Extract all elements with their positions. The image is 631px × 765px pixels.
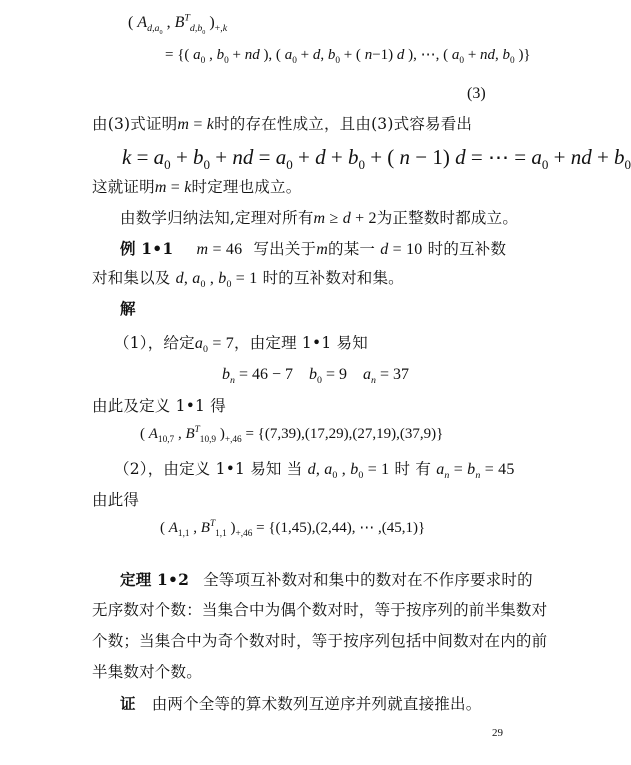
step2-a: （2），由定义 1•1 易知 当 [114, 460, 303, 478]
step-1: （1），给定$a_0 = 7$，由定理 1•1 易知 [114, 334, 368, 356]
step2-b: 时 有 [394, 460, 432, 478]
proof-line [120, 696, 481, 713]
equation-set-10: ( $A_{10,7}$ , $B^T_{10,9}$ )$_{+,46} = \{(7,39),(17,29),(27,19),(37,9)\}$ [140, 425, 444, 445]
example-line2-post: 时的互补数对和集。 [262, 269, 404, 287]
example-heading: 例 1•1 [120, 239, 174, 258]
hence: 由此得 [92, 491, 140, 509]
para-holds-pre: 这就证明 [92, 178, 155, 196]
equation-k: $k = a_0 + b_0$ + nd = $a_0 + d + b_0$ + ( n − 1) d = ⋯ = $a_0$ + nd + $b_0$ [122, 145, 631, 173]
equation-set-1: ( $A_{1,1}$ , $B^T_{1,1}$ )$_{+,46} = \{(1,45),(2,44)$, ⋯ ,(45,1)} [160, 519, 426, 539]
step1-pre: （1），给定 [114, 334, 195, 352]
solution-heading: 解 [120, 299, 136, 318]
step-2: （2），由定义 1•1 易知 当 d, $a_0$ , $b_0 = 1$ 时 有 $a_n = b_n = 45$ [114, 460, 515, 482]
equation-3-lhs: ( $A_{d,a_0}$ , $B^T_{d,b_0}$ )$_{+,k}$ [128, 12, 228, 37]
theorem-line-4: 半集数对个数。 [92, 663, 202, 681]
theorem-line-1 [120, 572, 533, 589]
example-text-c: 时的互补数 [427, 240, 507, 258]
para-proof-m-eq-k: 由(3)式证明m = k时的存在性成立，且由(3)式容易看出 [92, 115, 473, 133]
para-holds-post: 时定理也成立。 [191, 178, 302, 196]
proof-heading: 证 [120, 694, 136, 713]
para-theorem-holds: 这就证明m = k时定理也成立。 [92, 178, 302, 196]
theorem-heading: 定理 1•2 [120, 570, 190, 589]
example-text-a: 写出关于 [253, 240, 317, 258]
page-number: 29 [492, 727, 503, 739]
step1-post: ，由定理 1•1 易知 [234, 334, 368, 352]
equation-3-label: (3) [467, 85, 486, 102]
theorem-line1-text: 全等项互补数对和集中的数对在不作序要求时的 [203, 571, 533, 589]
equation-bn: $b_n = 46 - 7$ $b_0 = 9$ $a_n = 37$ [222, 366, 409, 387]
equation-3-rhs: = {( $a_0$ , $b_0$ + nd ), ( $a_0 + d$, $b_0$ + ( n−1) d ), ⋯, ( $a_0$ + nd, $b_0$ )} [165, 47, 531, 66]
example-line-2: 对和集以及 d, $a_0$ , $b_0 = 1$ 时的互补数对和集。 [92, 269, 404, 291]
example-line2-pre: 对和集以及 [92, 269, 171, 287]
example-text-b: 的某一 [328, 240, 376, 258]
para-induction: 由数学归纳法知,定理对所有m ≥ d + 2为正整数时都成立。 [120, 209, 519, 227]
proof-text: 由两个全等的算术数列互逆序并列就直接推出。 [151, 695, 482, 713]
theorem-line-3: 个数；当集合中为奇个数对时，等于按序列包括中间数对在内的前 [92, 632, 548, 650]
para-induction-pre: 由数学归纳法知,定理对所有 [120, 209, 314, 227]
para-proof-post: 时的存在性成立，且由(3)式容易看出 [214, 115, 473, 133]
para-proof-pre: 由(3)式证明 [92, 115, 178, 133]
para-induction-post: 为正整数时都成立。 [376, 209, 519, 227]
from-definition: 由此及定义 1•1 得 [92, 397, 226, 415]
theorem-line-2: 无序数对个数：当集合中为偶个数对时，等于按序列的前半集数对 [92, 601, 548, 619]
example-line-1: 例 1•1 m = 46 写出关于m的某一 d = 10 时的互补数 [120, 239, 507, 258]
